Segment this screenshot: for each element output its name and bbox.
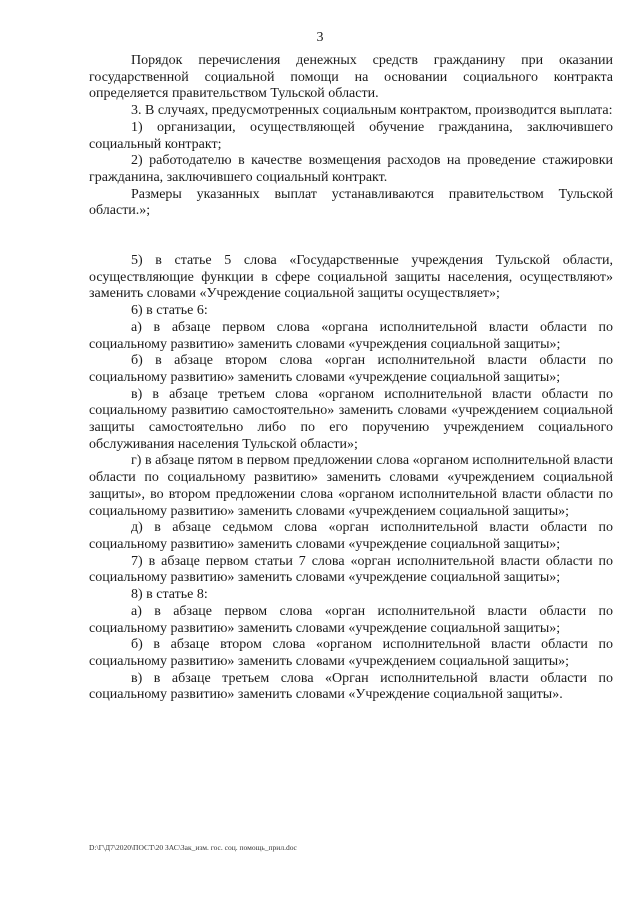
paragraph: 2) работодателю в качестве возмещения расходов на проведение стажировки гражданина, заключившего социальный контракт. bbox=[89, 153, 613, 185]
paragraph: в) в абзаце третьем слова «Орган исполнительной власти области по социальному развитию» заменить словами «Учреждение социальной защиты». bbox=[89, 670, 613, 703]
paragraph: б) в абзаце втором слова «орган исполнительной власти области по социальному развитию» заменить словами «учреждение социальной защиты»; bbox=[89, 353, 613, 385]
paragraph: г) в абзаце пятом в первом предложении слова «органом исполнительной власти области по социальному развитию» заменить словами «учреждением социальной защиты», во втором предложении слова «органом исполнительной власти области по социальному развитию» заменить словами «учреждением социальной защиты»; bbox=[89, 453, 613, 519]
paragraph: д) в абзаце седьмом слова «орган исполнительной власти области по социальному развитию» заменить словами «учреждение социальной защиты»; bbox=[89, 520, 613, 552]
paragraph: а) в абзаце первом слова «орган исполнительной власти области по социальному развитию» заменить словами «учреждение социальной защиты»; bbox=[89, 603, 613, 636]
paragraph: 3. В случаях, предусмотренных социальным контрактом, производится выплата: bbox=[131, 103, 613, 119]
paragraph: 7) в абзаце первом статьи 7 слова «орган исполнительной власти области по социальному развитию» заменить словами «учреждение социальной защиты»; bbox=[89, 553, 613, 586]
paragraph: Порядок перечисления денежных средств гражданину при оказании государственной социальной помощи на основании социального контракта определяется правительством Тульской области. bbox=[89, 53, 613, 102]
paragraph: Размеры указанных выплат устанавливаются правительством Тульской области.»; bbox=[89, 186, 613, 219]
paragraph: б) в абзаце втором слова «органом исполнительной власти области по социальному развитию» заменить словами «учреждением социальной защиты»; bbox=[89, 637, 613, 669]
file-path-footer: D:\Г\Д7\2020\ПОСТ\20 ЗАС\Зак_изм. гос. соц. помощь_прил.doc bbox=[89, 843, 297, 852]
paragraph: а) в абзаце первом слова «органа исполнительной власти области по социальному развитию» заменить словами «учреждения социальной защиты»; bbox=[89, 319, 613, 352]
document-body bbox=[89, 53, 613, 704]
paragraph: 5) в статье 5 слова «Государственные учреждения Тульской области, осуществляющие функции в сфере социальной защиты населения, осуществляют» заменить словами «Учреждение социальной защиты осуществляет»; bbox=[89, 253, 613, 302]
paragraph: 6) в статье 6: bbox=[131, 303, 208, 319]
paragraph: 8) в статье 8: bbox=[131, 587, 208, 603]
page-number: 3 bbox=[316, 30, 324, 45]
paragraph: в) в абзаце третьем слова «органом исполнительной власти области по социальному развитию самостоятельно» заменить словами «учреждением социальной защиты самостоятельно либо по его поручению учреждением социального обслуживания населения Тульской области»; bbox=[89, 386, 613, 452]
paragraph: 1) организации, осуществляющей обучение гражданина, заключившего социальный контракт; bbox=[89, 119, 613, 152]
